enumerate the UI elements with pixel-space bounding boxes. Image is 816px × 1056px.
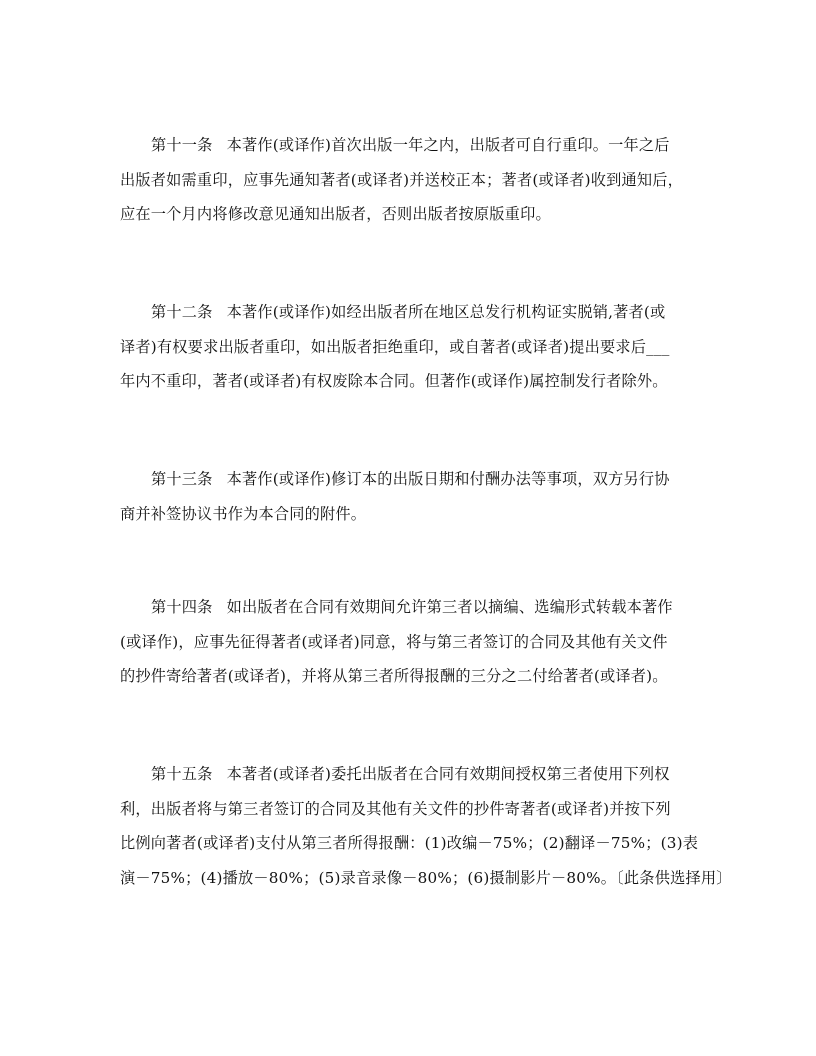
article-11-text-line-1: 本著作(或译作)首次出版一年之内，出版者可自行重印。一年之后 [226, 136, 670, 154]
article-11 [120, 128, 700, 232]
article-12-first-line [120, 295, 700, 330]
article-14-text-line-2: (或译作)，应事先征得著者(或译者)同意，将与第三者签订的合同及其他有关文件 [120, 632, 668, 651]
article-15-text-line-3: 比例向著者(或译者)支付从第三者所得报酬：(1)改编－75%；(2)翻译－75%；(3)表 [120, 834, 699, 852]
article-14-number: 第十四条 [151, 598, 213, 616]
article-13-text-line-2: 商并补签协议书作为本合同的附件。 [120, 504, 367, 523]
article-11-text-line-2: 出版者如需重印，应事先通知著者(或译者)并送校正本；著者(或译者)收到通知后， [120, 170, 684, 189]
article-12-text-line-1: 本著作(或译作)如经出版者所在地区总发行机构证实脱销,著者(或 [226, 303, 666, 321]
article-13-text-line-1: 本著作(或译作)修订本的出版日期和付酬办法等事项，双方另行协 [226, 470, 670, 488]
article-11-first-line [120, 128, 700, 163]
article-14-text-line-1: 如出版者在合同有效期间允许第三者以摘编、选编形式转载本著作 [226, 598, 673, 616]
article-13-number: 第十三条 [151, 470, 213, 488]
article-15-first-line [120, 757, 700, 792]
article-14-text-line-3: 的抄件寄给著者(或译者)，并将从第三者所得报酬的三分之二付给著者(或译者)。 [120, 667, 668, 685]
article-13-first-line [120, 462, 700, 497]
article-14-first-line [120, 590, 700, 625]
article-15-text-line-2: 利，出版者将与第三者签订的合同及其他有关文件的抄件寄著者(或译者)并按下列 [120, 799, 671, 818]
article-15 [120, 757, 732, 895]
article-11-text-line-3: 应在一个月内将修改意见通知出版者，否则出版者按原版重印。 [120, 205, 551, 223]
article-15-number: 第十五条 [151, 765, 213, 783]
article-14 [120, 590, 700, 694]
article-11-number: 第十一条 [151, 136, 213, 154]
article-13 [120, 462, 700, 531]
article-15-text-line-1: 本著者(或译者)委托出版者在合同有效期间授权第三者使用下列权 [226, 765, 670, 783]
article-12 [120, 295, 700, 399]
article-15-text-line-4: 演－75%；(4)播放－80%；(5)录音录像－80%；(6)摄制影片－80%。〔此条供选择用〕 [120, 868, 732, 887]
article-12-number: 第十二条 [151, 303, 213, 321]
article-12-text-line-2: 译者)有权要求出版者重印，如出版者拒绝重印，或自著者(或译者)提出要求后___ [120, 337, 670, 356]
article-12-text-line-3: 年内不重印，著者(或译者)有权废除本合同。但著作(或译作)属控制发行者除外。 [120, 372, 668, 390]
